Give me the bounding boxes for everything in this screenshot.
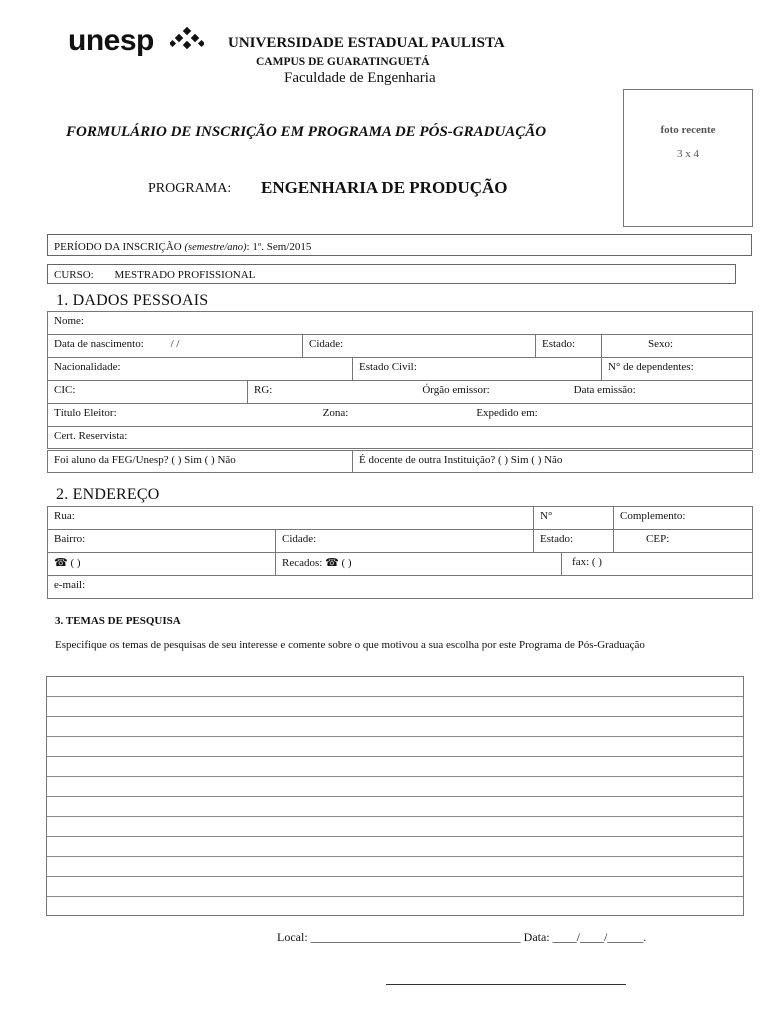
university-name: UNIVERSIDADE ESTADUAL PAULISTA bbox=[228, 35, 505, 51]
issue-date-label: Data emissão: bbox=[573, 384, 636, 396]
writing-line bbox=[47, 897, 743, 917]
issuer-label: Órgão emissor: bbox=[422, 384, 490, 396]
fax-label: fax: ( ) bbox=[572, 556, 602, 568]
phone-label: ☎ ( ) bbox=[54, 557, 81, 569]
writing-line bbox=[47, 717, 743, 737]
program-label: PROGRAMA: bbox=[148, 181, 232, 196]
zip-label: CEP: bbox=[646, 533, 670, 545]
teacher-field[interactable] bbox=[353, 450, 753, 473]
unesp-emblem-icon bbox=[170, 27, 204, 53]
rg-label: RG: bbox=[254, 384, 273, 396]
course-value: MESTRADO PROFISSIONAL bbox=[114, 269, 256, 281]
cic-label: CIC: bbox=[54, 384, 76, 396]
period-value: : 1º. Sem/2015 bbox=[246, 241, 312, 253]
marital-status-label: Estado Civil: bbox=[359, 361, 417, 373]
marital-status-field[interactable] bbox=[353, 358, 602, 381]
section1-title: 1. DADOS PESSOAIS bbox=[56, 292, 209, 309]
nationality-label: Nacionalidade: bbox=[54, 361, 121, 373]
section3-instruction: Especifique os temas de pesquisas de seu interesse e comente sobre o que motivou a sua escolha por este Programa de Pós-Graduação bbox=[55, 639, 645, 651]
cic-field[interactable] bbox=[48, 381, 248, 404]
former-student-label: Foi aluno da FEG/Unesp? ( ) Sim ( ) Não bbox=[54, 454, 236, 466]
zip-field[interactable] bbox=[614, 530, 753, 553]
period-hint: (semestre/ano) bbox=[184, 242, 247, 253]
course-label: CURSO: bbox=[54, 269, 94, 281]
research-text-area[interactable] bbox=[46, 676, 744, 916]
birth-city-field[interactable] bbox=[303, 335, 536, 358]
address-city-field[interactable] bbox=[276, 530, 534, 553]
dependents-field[interactable] bbox=[602, 358, 753, 381]
nome-label: Nome: bbox=[54, 315, 84, 327]
writing-line bbox=[47, 877, 743, 897]
district-label: Bairro: bbox=[54, 533, 86, 545]
nome-field[interactable] bbox=[48, 312, 753, 335]
form-title: FORMULÁRIO DE INSCRIÇÃO EM PROGRAMA DE PÓS-GRADUAÇÃO bbox=[66, 124, 547, 140]
birth-state-label: Estado: bbox=[542, 338, 575, 350]
nationality-field[interactable] bbox=[48, 358, 353, 381]
photo-size: 3 x 4 bbox=[677, 148, 699, 160]
fax-field[interactable] bbox=[562, 553, 753, 576]
writing-line bbox=[47, 757, 743, 777]
sex-label: Sexo: bbox=[648, 338, 674, 350]
campus-name: CAMPUS DE GUARATINGUETÁ bbox=[256, 56, 430, 68]
phone-field[interactable] bbox=[48, 553, 276, 576]
birthdate-field[interactable] bbox=[48, 335, 303, 358]
complement-field[interactable] bbox=[614, 507, 753, 530]
number-label: N° bbox=[540, 510, 553, 522]
program-value: ENGENHARIA DE PRODUÇÃO bbox=[261, 178, 508, 197]
zone-label: Zona: bbox=[322, 407, 349, 419]
photo-box bbox=[623, 89, 753, 227]
street-field[interactable] bbox=[48, 507, 534, 530]
birthdate-label: Data de nascimento: bbox=[54, 338, 144, 350]
unesp-logo: unesp bbox=[68, 24, 154, 57]
district-field[interactable] bbox=[48, 530, 276, 553]
section3-title: 3. TEMAS DE PESQUISA bbox=[55, 615, 181, 627]
teacher-label: É docente de outra Instituição? ( ) Sim ( ) Não bbox=[359, 454, 563, 466]
messages-phone-label: Recados: ☎ ( ) bbox=[282, 557, 352, 569]
dependents-label: N° de dependentes: bbox=[608, 361, 694, 373]
email-field[interactable] bbox=[48, 576, 753, 599]
messages-phone-field[interactable] bbox=[276, 553, 562, 576]
voter-id-field[interactable] bbox=[48, 404, 753, 427]
birth-city-label: Cidade: bbox=[309, 338, 344, 350]
street-label: Rua: bbox=[54, 510, 75, 522]
reservist-field[interactable] bbox=[48, 427, 753, 450]
number-field[interactable] bbox=[534, 507, 614, 530]
email-label: e-mail: bbox=[54, 579, 86, 591]
birth-state-field[interactable] bbox=[536, 335, 602, 358]
address-city-label: Cidade: bbox=[282, 533, 317, 545]
former-student-field[interactable] bbox=[48, 450, 353, 473]
photo-label: foto recente bbox=[660, 124, 716, 136]
address-state-field[interactable] bbox=[534, 530, 614, 553]
writing-line bbox=[47, 837, 743, 857]
personal-data-table bbox=[47, 311, 753, 473]
course-field[interactable] bbox=[47, 264, 736, 284]
faculty-name: Faculdade de Engenharia bbox=[284, 70, 436, 86]
writing-line bbox=[47, 797, 743, 817]
local-date-line[interactable]: Local: ___________________________________ Data: ____/____/______. bbox=[277, 930, 647, 944]
writing-line bbox=[47, 777, 743, 797]
address-state-label: Estado: bbox=[540, 533, 574, 545]
address-table bbox=[47, 506, 753, 599]
section2-title: 2. ENDEREÇO bbox=[56, 486, 160, 503]
writing-line bbox=[47, 677, 743, 697]
voter-id-label: Título Eleitor: bbox=[54, 407, 117, 419]
writing-line bbox=[47, 817, 743, 837]
birthdate-slashes: / / bbox=[170, 338, 180, 350]
complement-label: Complemento: bbox=[620, 510, 686, 522]
writing-line bbox=[47, 737, 743, 757]
period-field[interactable] bbox=[47, 234, 752, 256]
writing-line bbox=[47, 697, 743, 717]
rg-field[interactable] bbox=[248, 381, 753, 404]
period-label: PERÍODO DA INSCRIÇÃO bbox=[54, 241, 182, 253]
writing-line bbox=[47, 857, 743, 877]
sex-field[interactable] bbox=[602, 335, 753, 358]
reservist-label: Cert. Reservista: bbox=[54, 430, 128, 442]
issued-on-label: Expedido em: bbox=[476, 407, 538, 419]
signature-line[interactable] bbox=[386, 984, 626, 985]
